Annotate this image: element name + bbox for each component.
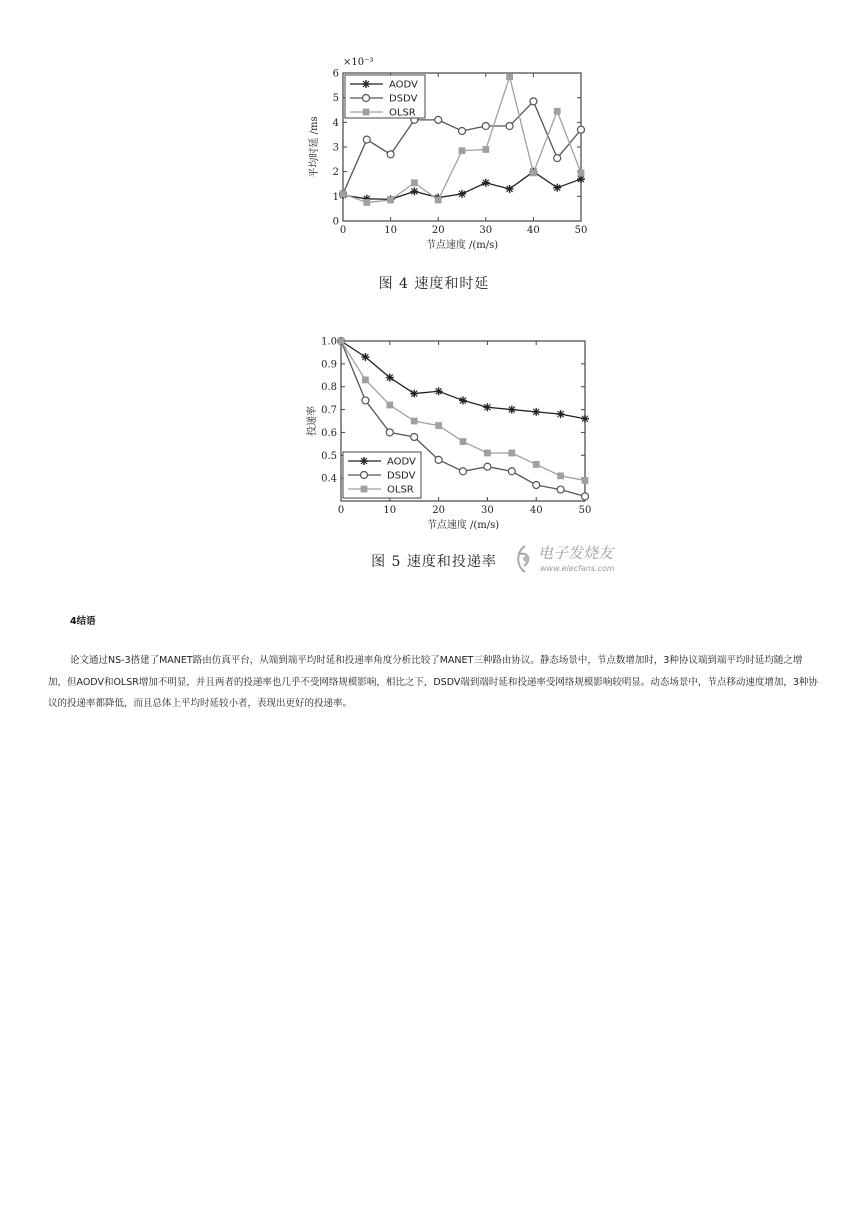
y-tick-label: 4 — [332, 117, 339, 129]
data-point — [338, 338, 344, 344]
data-point — [460, 468, 467, 475]
x-tick-label: 50 — [574, 225, 588, 236]
data-point — [483, 403, 491, 411]
legend-marker — [361, 472, 368, 479]
legend-label: OLSR — [389, 107, 416, 119]
data-point — [410, 390, 418, 398]
x-tick-label: 0 — [339, 225, 347, 236]
y-tick-label: 1.0 — [321, 336, 337, 348]
data-point — [386, 374, 394, 382]
watermark-url: www.elecfans.com — [540, 564, 615, 573]
data-point — [411, 418, 417, 424]
legend-label: AODV — [387, 456, 416, 468]
data-point — [484, 463, 491, 470]
conclusion-paragraph: 论文通过NS-3搭建了MANET路由仿真平台，从端到端平均时延和投递率角度分析比较了MANET三种路由协议。静态场景中，节点数增加时，3种协议端到端平均时延均随之增加，但AODV和OLSR增加不明显，并且两者的投递率也几乎不受网络规模影响，相比之下，DSDV端到端时延和投递率受网络规模影响较明显。动态场景中，节点移动速度增加，3种协议的投递率都降低，而且总体上平均时延较小者，表现出更好的投递率。 — [48, 655, 818, 709]
x-tick-label: 10 — [384, 225, 397, 236]
data-point — [435, 387, 443, 395]
y-axis-label: 投递率 — [307, 406, 318, 436]
x-axis-label: 节点速度 /(m/s) — [426, 520, 500, 531]
data-point — [362, 397, 369, 404]
x-tick-label: 20 — [431, 225, 445, 236]
watermark-logo-icon — [512, 544, 538, 574]
data-point — [387, 402, 393, 408]
chart-delivery-vs-speed — [0, 0, 868, 560]
data-point — [508, 406, 516, 414]
watermark-brand: 电子发烧友 — [538, 544, 614, 562]
data-point — [362, 377, 368, 383]
y-tick-label: 0.6 — [321, 427, 337, 439]
y-tick-label: 0.4 — [321, 473, 337, 485]
y-tick-label: 1 — [332, 191, 339, 203]
x-tick-label: 30 — [479, 225, 493, 236]
data-point — [509, 450, 515, 456]
data-point — [532, 408, 540, 416]
legend-label: DSDV — [387, 470, 416, 482]
data-point — [557, 486, 564, 493]
x-tick-label: 0 — [337, 505, 345, 516]
figure-5 — [0, 0, 868, 600]
y-tick-label: 6 — [332, 68, 339, 80]
y-tick-label: 2 — [332, 167, 339, 179]
legend-label: AODV — [389, 79, 418, 91]
data-point — [411, 434, 418, 441]
y-tick-label: 0.7 — [321, 405, 337, 417]
y-tick-label: 5 — [332, 93, 339, 105]
x-tick-label: 10 — [383, 505, 397, 516]
data-point — [361, 353, 369, 361]
y-tick-label: 0.5 — [321, 450, 337, 462]
y-axis-label: 平均时延 /ms — [309, 116, 320, 178]
y-tick-label: 0 — [332, 216, 339, 228]
legend-label: DSDV — [389, 93, 418, 105]
data-point — [386, 429, 393, 436]
figure-5-caption: 图 5 速度和投递率 — [371, 554, 497, 570]
x-tick-label: 50 — [578, 505, 592, 516]
legend — [343, 452, 421, 498]
x-tick-label: 30 — [481, 505, 494, 516]
data-point — [558, 473, 564, 479]
data-point — [484, 450, 490, 456]
section-heading: 4结语 — [70, 616, 96, 627]
legend-label: OLSR — [387, 484, 414, 496]
data-point — [582, 493, 589, 500]
x-tick-label: 20 — [432, 505, 445, 516]
y-axis-exponent: ×10⁻³ — [343, 57, 374, 68]
x-tick-label: 40 — [527, 225, 540, 236]
data-point — [460, 439, 466, 445]
data-point — [436, 423, 442, 429]
data-point — [582, 477, 588, 483]
data-point — [581, 415, 589, 423]
watermark — [512, 540, 632, 580]
data-point — [459, 396, 467, 404]
data-point — [435, 456, 442, 463]
y-tick-label: 0.9 — [321, 359, 337, 371]
data-point — [508, 468, 515, 475]
x-axis-label: 节点速度 /(m/s) — [425, 240, 499, 251]
data-point — [533, 482, 540, 489]
figure-4-caption: 图 4 速度和时延 — [378, 276, 490, 292]
legend-marker — [360, 457, 368, 465]
x-tick-label: 40 — [529, 505, 543, 516]
y-tick-label: 0.8 — [321, 382, 337, 394]
data-point — [557, 410, 565, 418]
data-point — [533, 461, 539, 467]
legend-marker — [361, 486, 367, 492]
y-tick-label: 3 — [332, 142, 339, 154]
